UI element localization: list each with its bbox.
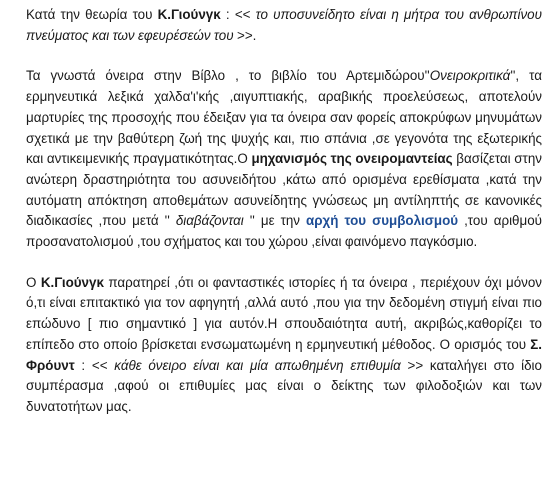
- quote-text: κάθε όνειρο είναι και μία απωθημένη επιθυμία: [114, 357, 401, 373]
- text-run: παρατηρεί ,ότι οι φανταστικές ιστορίες ή τα όνειρα , περιέχουν όχι μόνον ό,τι είναι επιτακτικό για τον αφηγητή ,αλλά αυτό ,που για την δεδομένη στιγμή είναι πιο επώδυνο [ πιο σημαντικό ] για αυτόν.Η σπουδαιότητα αυτή, ακριβώς,καθορίζει το επίπεδο στο οποίο βρίσκεται ενσωματωμένη η ερμηνευτική μέθοδος. Ο ορισμός του: [26, 274, 542, 352]
- quote-text: το υποσυνείδητο είναι η μήτρα του ανθρωπίνου πνεύματος και των εφευρέσεών του: [26, 7, 542, 43]
- paragraph-dream-history: [26, 66, 542, 252]
- text-run: βασίζεται στην ανώτερη δραστηριότητα του ασυνειδήτου ,κάτω από ορισμένα ερεθίσματα ,κατά την αυτόματη απόκτηση αποθεμάτων ασυνείδητης γνώσεως μη αντίληπτής σε κανονικές διαδικασίες ,που μετά '': [26, 151, 542, 229]
- text-run: >>.: [233, 27, 257, 43]
- document-body: [26, 5, 542, 418]
- text-run: ,του αριθμού προσανατολισμού ,του σχήματος και του χώρου ,είναι φαινόμενο παγκόσμιο.: [26, 213, 542, 250]
- text-run: '', τα ερμηνευτικά λεξικά χαλδα'ι'κής ,αιγυπτιακής, αραβικής προελεύσεως, αποτελούν μαρτυρίες της προσοχής που έδειξαν για τα όνειρα σαν φορείς αποκρύφων μηνυμάτων σχετικά με την βαθύτερη ζωή της ψυχής και, πιο σπάνια ,σε γεγονότα της εξωτερικής και αντικειμενικής πραγματικότητας.Ο: [26, 68, 542, 167]
- book-title: Ονειροκριτικά: [429, 68, 511, 84]
- bold-term: μηχανισμός της ονειρομαντείας: [251, 151, 453, 167]
- paragraph-jung-quote: [26, 5, 542, 46]
- text-run: : <<: [220, 7, 256, 22]
- author-name-jung: Κ.Γιούνγκ: [40, 274, 104, 290]
- text-run: '' με την: [243, 213, 307, 229]
- text-run: Κατά την θεωρία του: [26, 7, 158, 22]
- author-name-jung: Κ.Γιούνγκ: [157, 7, 221, 22]
- italic-term: διαβάζονται: [175, 213, 244, 229]
- text-run: : <<: [74, 357, 115, 373]
- symbolism-link[interactable]: αρχή του συμβολισμού: [306, 213, 459, 229]
- text-run: Ο: [26, 274, 41, 290]
- text-run: >> καταλήγει στο ίδιο συμπέρασμα ,αφού οι επιθυμίες μας είναι ο δείκτης των φιλοδοξιών και των δυνατοτήτων μας.: [26, 357, 542, 414]
- author-name-freud: Σ. Φρόυντ: [26, 336, 542, 373]
- text-run: Τα γνωστά όνειρα στην Βίβλο , το βιβλίο του Αρτεμιδώρου'': [26, 68, 430, 84]
- paragraph-jung-freud: [26, 273, 542, 418]
